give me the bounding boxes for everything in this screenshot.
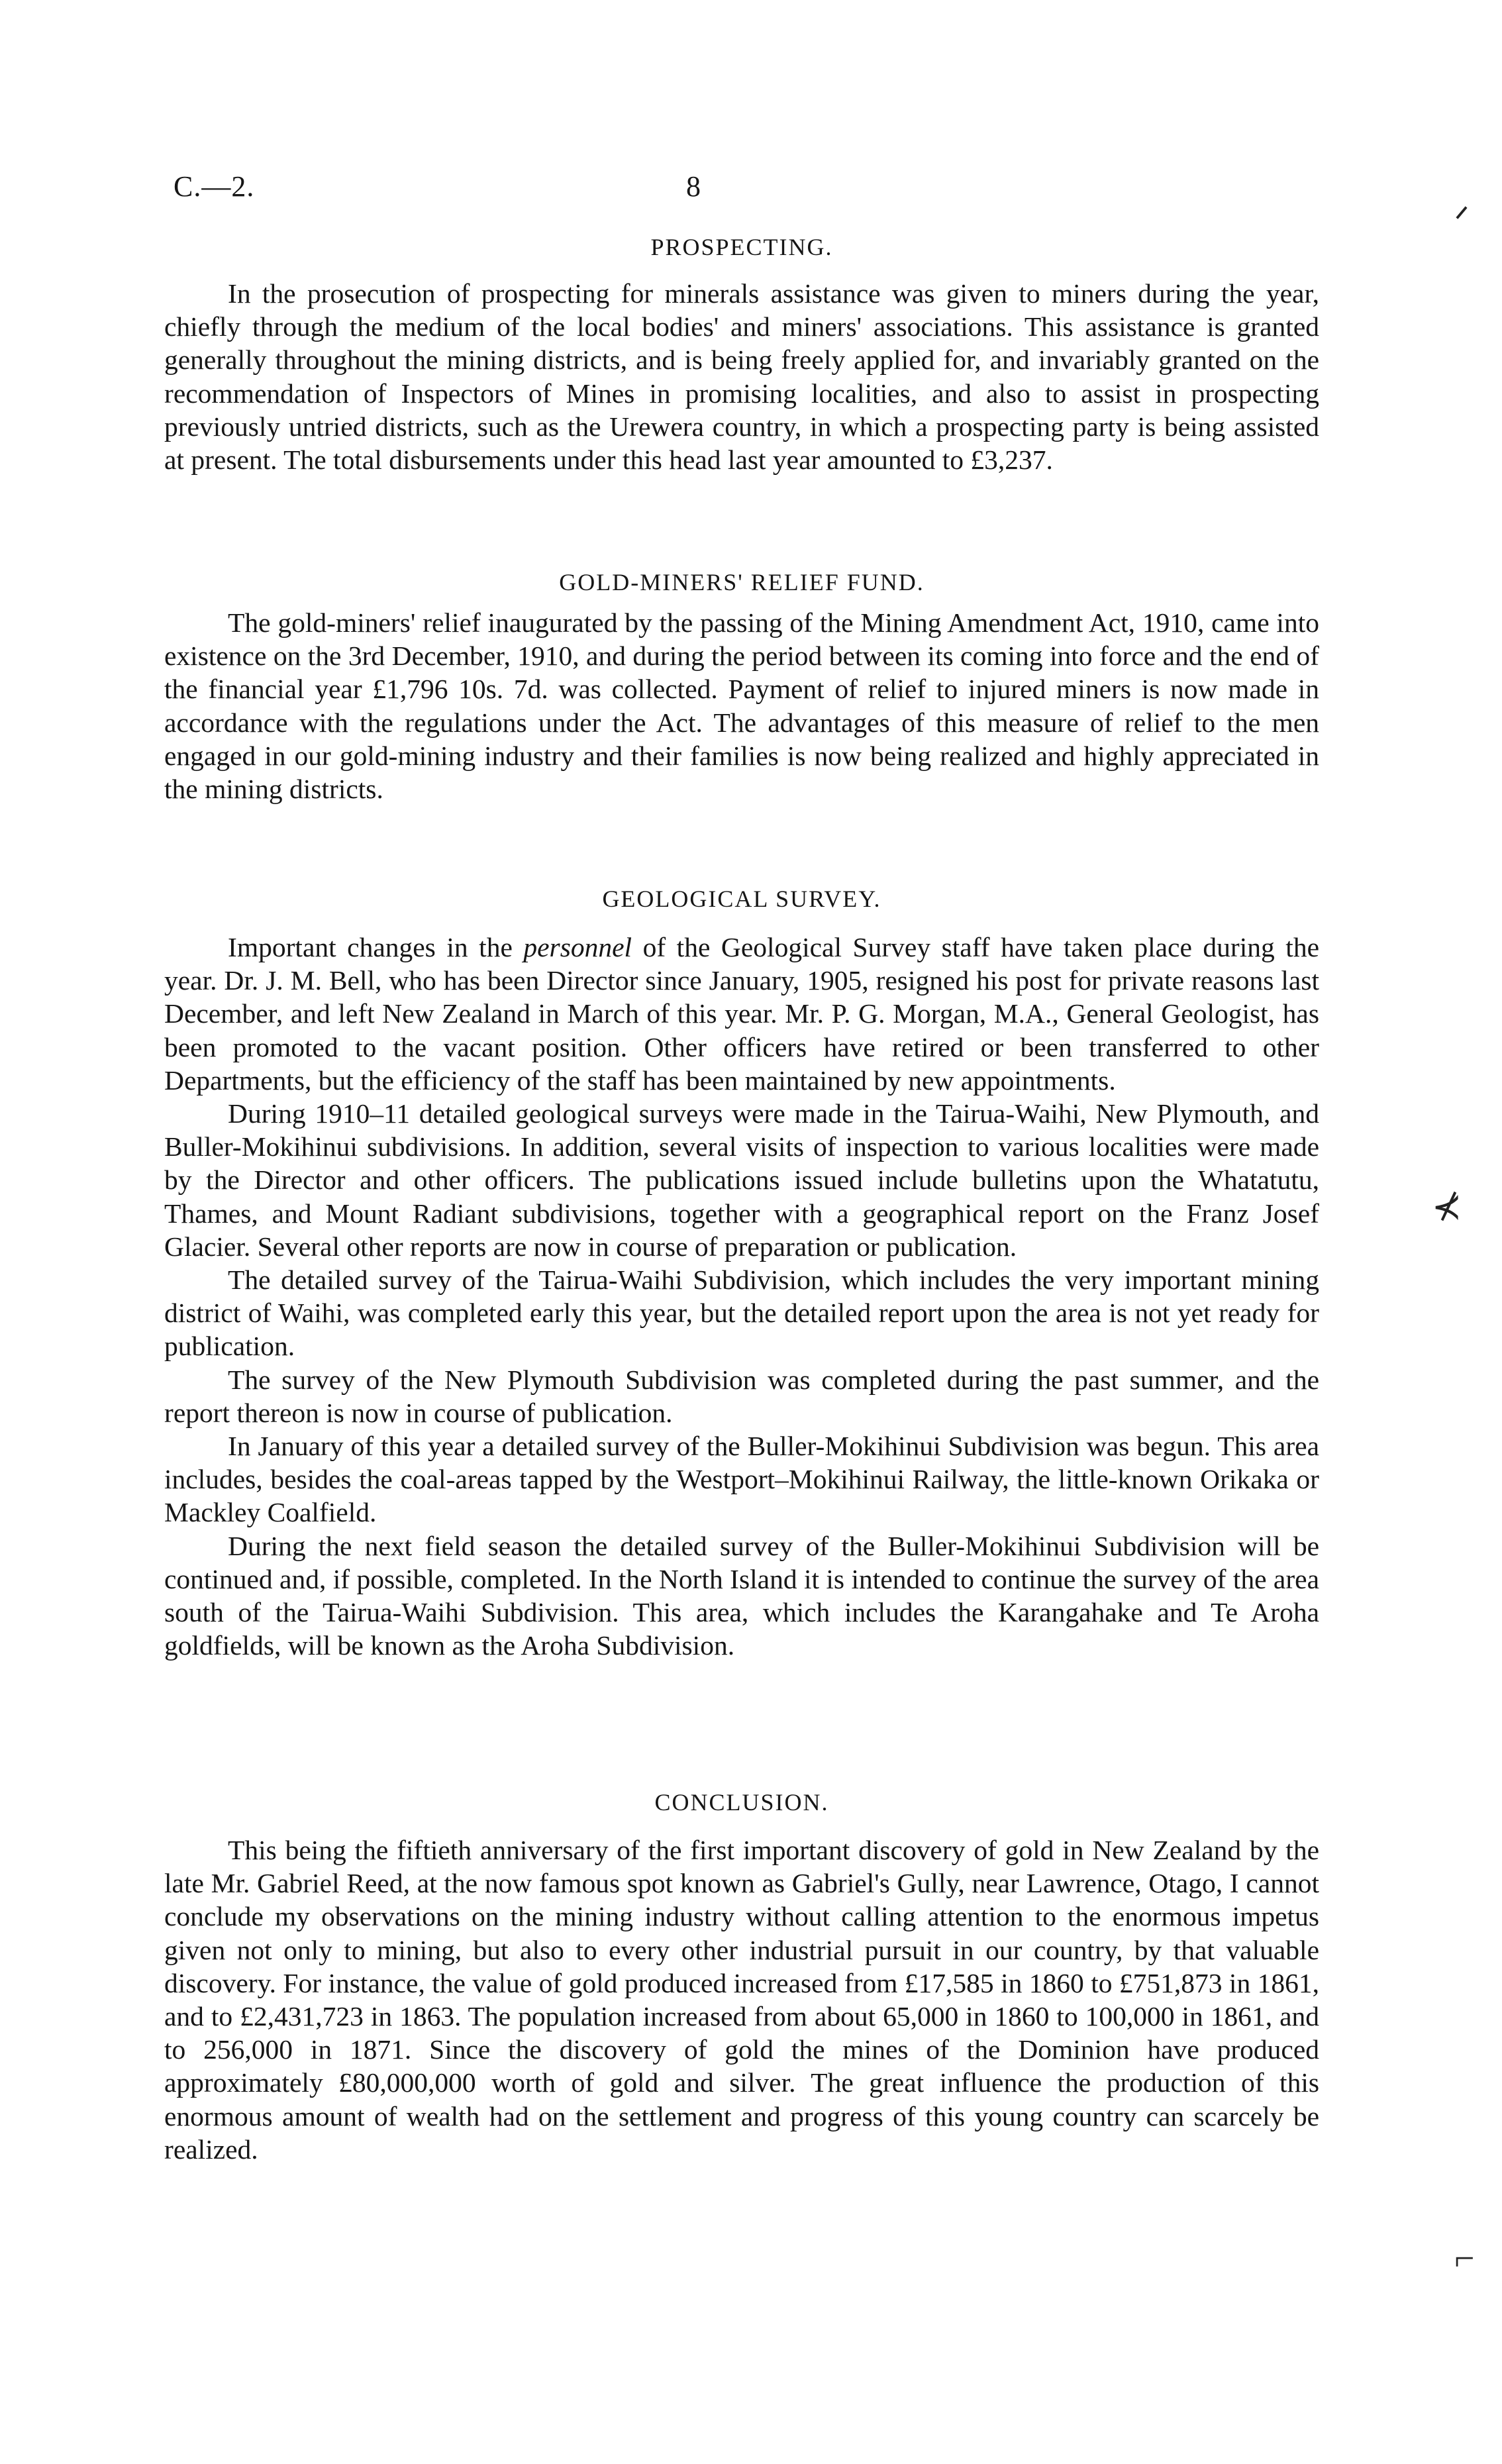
section-body-prospecting [164, 277, 1319, 476]
paragraph-text: of the Geological Survey staff have taken place during the year. Dr. J. M. Bell, who has been Director since January, 1905, resigned his post for private reasons last December, and left New Zealand in March of this year. Mr. P. G. Morgan, M.A., General Geologist, has been promoted to the vacant position. Other officers have retired or been transferred to other Departments, but the efficiency of the staff has been maintained by new appointments. [164, 932, 1319, 1096]
paragraph: The detailed survey of the Tairua-Waihi Subdivision, which includes the very important mining district of Waihi, was completed early this year, but the detailed report upon the area is not yet ready for publication. [164, 1264, 1319, 1362]
section-heading-relief-fund: GOLD-MINERS' RELIEF FUND. [559, 569, 925, 595]
section-body-geological-survey [164, 931, 1319, 1662]
page-number: 8 [686, 170, 701, 203]
paragraph [164, 931, 1319, 1097]
paragraph: In January of this year a detailed survey of the Buller-Mokihinui Subdivision was begun. This area includes, besides the coal-areas tapped by the Westport–Mokihinui Railway, the little-known Orikaka or Mackley Coalfield. [164, 1431, 1319, 1528]
paragraph: This being the fiftieth anniversary of the first important discovery of gold in New Zealand by the late Mr. Gabriel Reed, at the now famous spot known as Gabriel's Gully, near Lawrence, Otago, I cannot conclude my observations on the mining industry without calling attention to the enormous impetus given not only to mining, but also to every other industrial pursuit in our country, by that valuable discovery. For instance, the value of gold produced increased from £17,585 in 1860 to £751,873 in 1861, and to £2,431,723 in 1863. The population increased from about 65,000 in 1860 to 100,000 in 1861, and to 256,000 in 1871. Since the discovery of gold the mines of the Dominion have produced approximately £80,000,000 worth of gold and silver. The great influence the production of this enormous amount of wealth had on the settlement and progress of this young country can scarcely be realized. [164, 1835, 1319, 2165]
document-code: C.—2. [174, 170, 255, 203]
margin-mark: ⌐ [1454, 2238, 1475, 2278]
section-body-conclusion [164, 1833, 1319, 2166]
paragraph: During the next field season the detailed survey of the Buller-Mokihinui Subdivision will be continued and, if possible, completed. In the North Island it is intended to continue the survey of the area south of the Tairua-Waihi Subdivision. This area, which includes the Karangahake and Te Aroha goldfields, will be known as the Aroha Subdivision. [164, 1530, 1319, 1661]
paragraph-text: Important changes in the [228, 932, 524, 962]
section-body-relief-fund [164, 606, 1319, 805]
paragraph: The gold-miners' relief inaugurated by the passing of the Mining Amendment Act, 1910, came into existence on the 3rd December, 1910, and during the period between its coming into force and the end of the financial year £1,796 10s. 7d. was collected. Payment of relief to injured miners is now made in accordance with the regulations under the Act. The advantages of this measure of relief to the men engaged in our gold-mining industry and their families is now being realized and highly appreciated in the mining districts. [164, 607, 1319, 805]
margin-mark: ᐟ [1454, 200, 1470, 240]
section-heading-conclusion: CONCLUSION. [654, 1789, 829, 1816]
paragraph: In the prosecution of prospecting for minerals assistance was given to miners during the year, chiefly through the medium of the local bodies' and miners' associations. This assistance is granted generally throughout the mining districts, and is being freely applied for, and invariably granted on the recommendation of Inspectors of Mines in promising localities, and also to assist in prospecting previously untried districts, such as the Urewera country, in which a prospecting party is being assisted at present. The total disbursements under this head last year amounted to £3,237. [164, 278, 1319, 476]
section-heading-prospecting: PROSPECTING. [650, 234, 833, 260]
paragraph: The survey of the New Plymouth Subdivision was completed during the past summer, and the report thereon is now in course of publication. [164, 1364, 1319, 1428]
italic-term: personnel [523, 932, 632, 962]
margin-mark: ⊀ [1432, 1187, 1462, 1227]
paragraph: During 1910–11 detailed geological surveys were made in the Tairua-Waihi, New Plymouth, and Buller-Mokihinui subdivisions. In addition, several visits of inspection to various localities were made by the Director and other officers. The publications issued include bulletins upon the Whatatutu, Thames, and Mount Radiant subdivisions, together with a geographical report on the Franz Josef Glacier. Several other reports are now in course of preparation or publication. [164, 1098, 1319, 1262]
section-heading-geological-survey: GEOLOGICAL SURVEY. [602, 886, 881, 912]
